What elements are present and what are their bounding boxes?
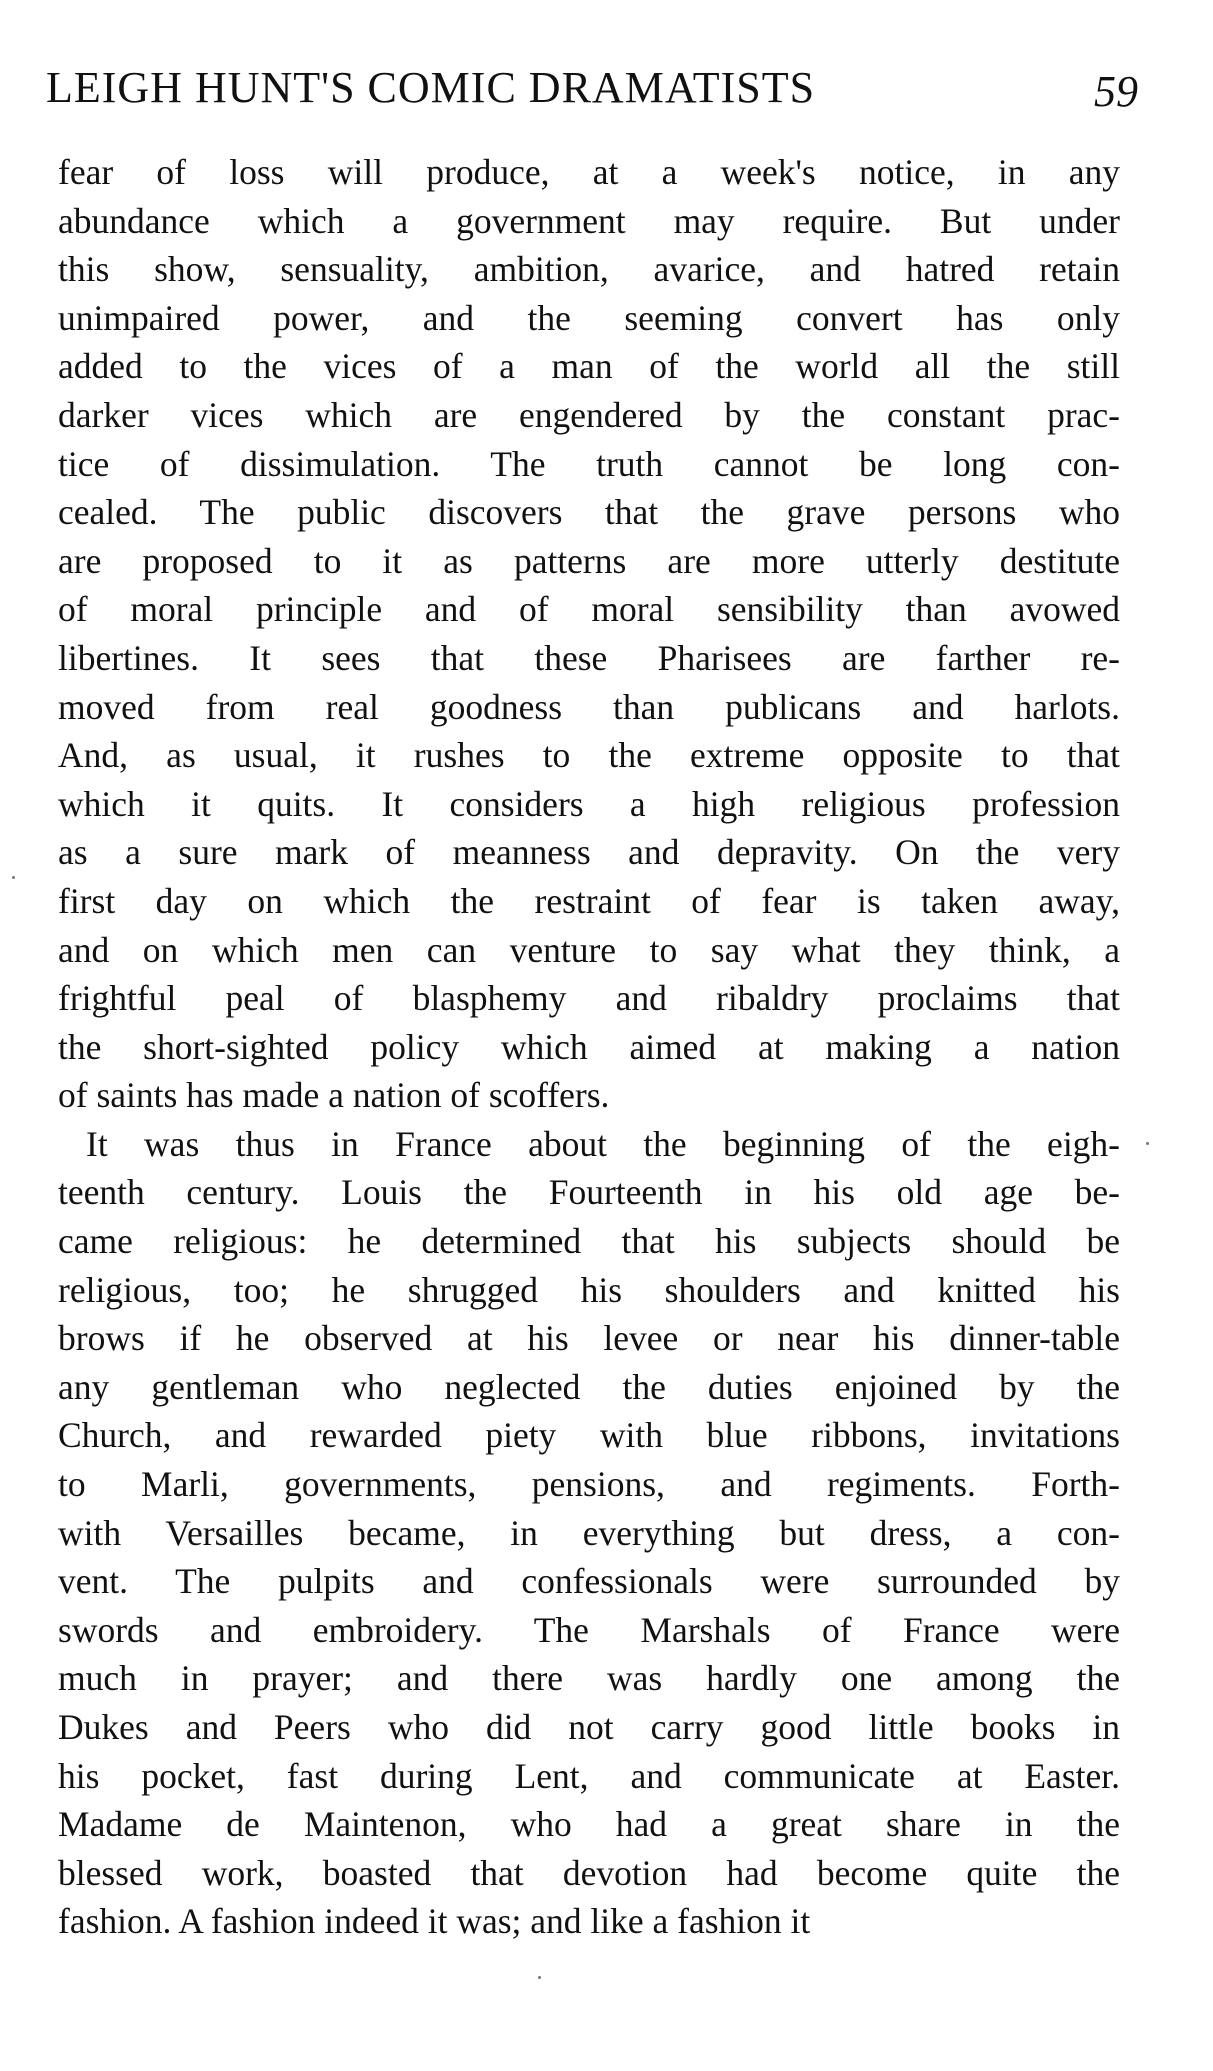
text-line: first day on which the restraint of fear is taken away,	[58, 880, 1120, 921]
page-number: 59	[1094, 67, 1138, 116]
scan-speck	[538, 1976, 541, 1979]
text-line: vent. The pulpits and confessionals were surrounded by	[58, 1561, 1120, 1602]
text-line: unimpaired power, and the seeming convert has only	[58, 297, 1120, 338]
text-line: brows if he observed at his levee or near his dinner-table	[58, 1318, 1120, 1359]
text-line: abundance which a government may require. But under	[58, 200, 1120, 241]
text-line: and on which men can venture to say what they think, a	[58, 929, 1120, 970]
text-line: his pocket, fast during Lent, and communicate at Easter.	[58, 1755, 1120, 1796]
paragraph	[58, 1120, 1120, 1946]
text-line: darker vices which are engendered by the constant prac-	[58, 394, 1120, 435]
text-line: any gentleman who neglected the duties enjoined by the	[58, 1366, 1120, 1407]
text-line: Dukes and Peers who did not carry good little books in	[58, 1707, 1120, 1747]
scan-speck	[12, 876, 15, 879]
text-line: tice of dissimulation. The truth cannot be long con-	[58, 443, 1120, 484]
text-line: with Versailles became, in everything but dress, a con-	[58, 1512, 1120, 1553]
text-line: of saints has made a nation of scoffers.	[58, 1075, 610, 1116]
scan-speck	[1146, 1142, 1149, 1145]
running-head	[46, 58, 1138, 120]
text-line: libertines. It sees that these Pharisees are farther re-	[58, 637, 1120, 678]
text-line: religious, too; he shrugged his shoulders and knitted his	[58, 1269, 1120, 1310]
text-line: frightful peal of blasphemy and ribaldry proclaims that	[58, 978, 1120, 1019]
text-line: swords and embroidery. The Marshals of France were	[58, 1609, 1120, 1650]
running-title: LEIGH HUNT'S COMIC DRAMATISTS	[46, 63, 816, 112]
text-line: fear of loss will produce, at a week's notice, in any	[58, 152, 1120, 192]
text-line: teenth century. Louis the Fourteenth in his old age be-	[58, 1172, 1120, 1213]
text-line: cealed. The public discovers that the grave persons who	[58, 492, 1120, 533]
text-line: blessed work, boasted that devotion had become quite the	[58, 1852, 1120, 1893]
body-text	[58, 148, 1120, 1946]
text-line: added to the vices of a man of the world all the still	[58, 346, 1120, 387]
text-line: of moral principle and of moral sensibility than avowed	[58, 589, 1120, 630]
text-line: moved from real goodness than publicans and harlots.	[58, 686, 1120, 727]
text-line: to Marli, governments, pensions, and regiments. Forth-	[58, 1464, 1120, 1505]
text-line: fashion. A fashion indeed it was; and like a fashion it	[58, 1901, 811, 1942]
text-line: the short-sighted policy which aimed at making a nation	[58, 1026, 1120, 1067]
text-line: came religious: he determined that his subjects should be	[58, 1221, 1120, 1262]
paragraph	[58, 148, 1120, 1120]
text-line: as a sure mark of meanness and depravity. On the very	[58, 832, 1120, 873]
text-line: much in prayer; and there was hardly one among the	[58, 1658, 1120, 1699]
text-line: are proposed to it as patterns are more utterly destitute	[58, 540, 1120, 581]
text-line: this show, sensuality, ambition, avarice, and hatred retain	[58, 249, 1120, 290]
text-line: which it quits. It considers a high religious profession	[58, 783, 1120, 824]
text-line: And, as usual, it rushes to the extreme opposite to that	[58, 735, 1120, 776]
text-line: Madame de Maintenon, who had a great share in the	[58, 1804, 1120, 1845]
text-line: Church, and rewarded piety with blue ribbons, invitations	[58, 1415, 1120, 1456]
text-line: It was thus in France about the beginning of the eigh-	[86, 1123, 1120, 1164]
